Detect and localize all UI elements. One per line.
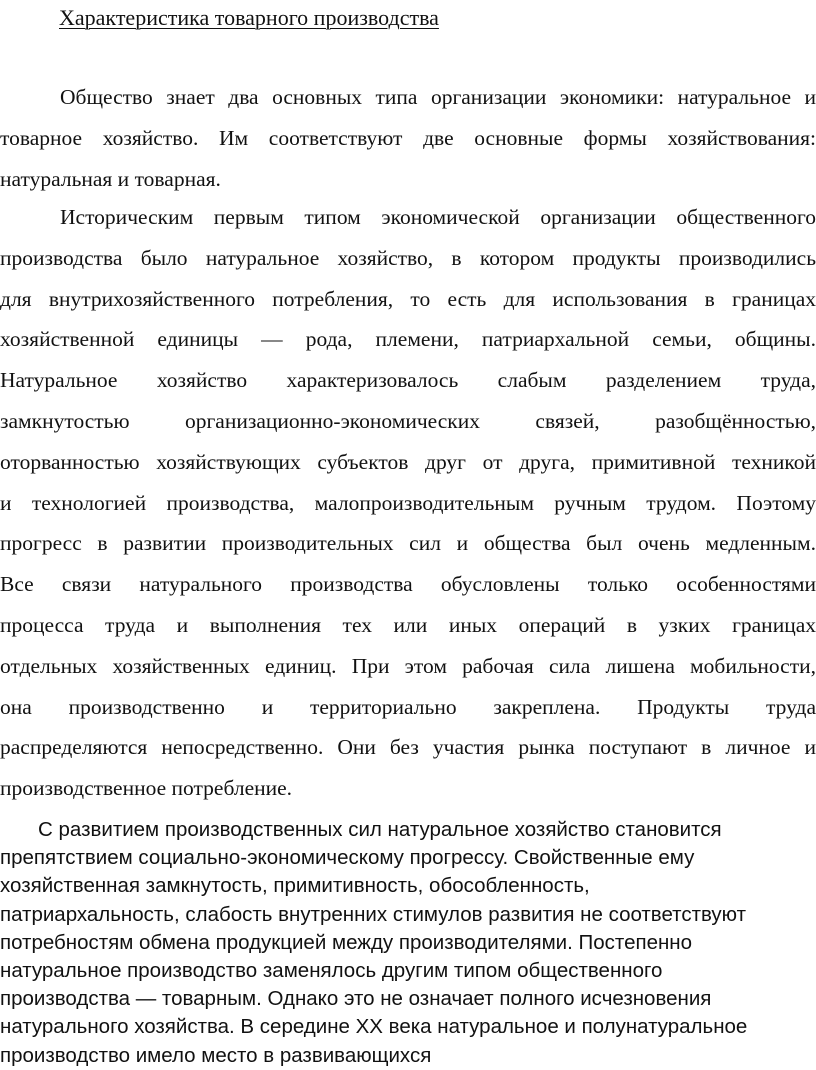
- text-line: отдельных хозяйственных единиц. При этом рабочая сила лишена мобильности,: [0, 653, 816, 678]
- text-line: хозяйственная замкнутость, примитивность, обособленность,: [0, 874, 590, 898]
- text-line: и технологией производства, малопроизводительным ручным трудом. Поэтому: [0, 490, 816, 515]
- text-line: производство имело место в развивающихся: [0, 1043, 432, 1067]
- text-line: Историческим первым типом экономической организации общественного: [60, 205, 816, 229]
- paragraph-transition-to-commodity: [0, 816, 816, 1070]
- paragraph-two-types-of-economy: [0, 77, 816, 199]
- text-line: производства было натуральное хозяйство, в котором продукты производились: [0, 245, 816, 270]
- text-line: процесса труда и выполнения тех или иных операций в узких границах: [0, 612, 816, 637]
- text-line: производства — товарным. Однако это не означает полного исчезновения: [0, 987, 712, 1011]
- text-line: натурального хозяйства. В середине XX века натуральное и полунатуральное: [0, 1015, 748, 1039]
- text-line: патриархальность, слабость внутренних стимулов развития не соответствуют: [0, 902, 746, 926]
- text-line: товарное хозяйство. Им соответствуют две основные формы хозяйствования:: [0, 125, 816, 150]
- text-line: Натуральное хозяйство характеризовалось слабым разделением труда,: [0, 368, 816, 393]
- text-line: прогресс в развитии производительных сил и общества был очень медленным.: [0, 531, 816, 556]
- text-line: натуральная и товарная.: [0, 166, 221, 191]
- text-line: потребностям обмена продукцией между производителями. Постепенно: [0, 930, 693, 954]
- text-line: для внутрихозяйственного потребления, то есть для использования в границах: [0, 286, 816, 311]
- text-line: хозяйственной единицы — рода, племени, патриархальной семьи, общины.: [0, 327, 816, 352]
- paragraph-natural-economy: [0, 197, 816, 809]
- text-line: Общество знает два основных типа организации экономики: натуральное и: [60, 85, 816, 109]
- text-line: С развитием производственных сил натуральное хозяйство становится: [38, 818, 722, 841]
- text-line: Все связи натурального производства обусловлены только особенностями: [0, 572, 816, 597]
- text-line: она производственно и территориально закреплена. Продукты труда: [0, 694, 816, 719]
- text-line: оторванностью хозяйствующих субъектов друг от друга, примитивной техникой: [0, 449, 816, 474]
- text-line: натуральное производство заменялось другим типом общественного: [0, 958, 663, 982]
- text-line: замкнутостью организационно-экономических связей, разобщённостью,: [0, 408, 816, 433]
- text-line: производственное потребление.: [0, 776, 293, 801]
- text-line: препятствием социально-экономическому прогрессу. Свойственные ему: [0, 846, 695, 870]
- document-title: Характеристика товарного производства: [59, 5, 439, 30]
- text-line: распределяются непосредственно. Они без участия рынка поступают в личное и: [0, 735, 816, 760]
